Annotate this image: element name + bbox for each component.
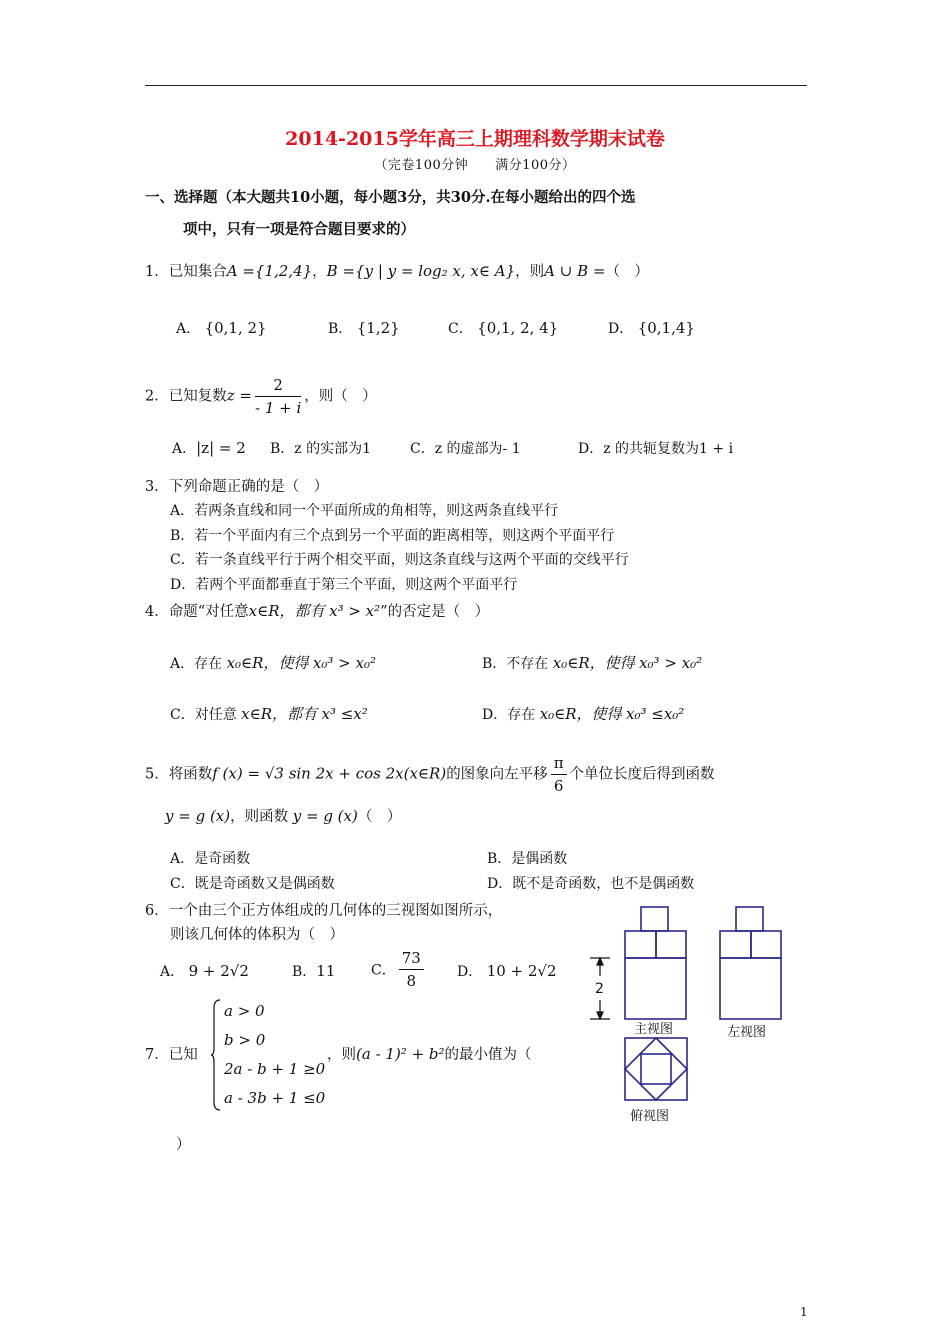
q4-option-d: D．存在 x₀∈R，使得 x₀³ ≤x₀² (482, 705, 685, 723)
q4-option-c: C．对任意 x∈R，都有 x³ ≤x² (170, 705, 368, 723)
q4-option-a: A．存在 x₀∈R，使得 x₀³ > x₀² (170, 654, 376, 672)
top-view (625, 1038, 687, 1100)
three-view-figure (584, 900, 790, 1132)
q7-constraint-4: a - 3b + 1 ≤0 (224, 1089, 326, 1107)
q1-comma: ， (312, 264, 327, 280)
q1-set-a: A ={1,2,4} (226, 262, 313, 280)
q1-prefix: 1．已知集合 (145, 264, 227, 280)
q1-option-b: B． {1,2} (328, 319, 400, 337)
q4-prefix: 4．命题“对任意 (145, 604, 249, 620)
q3-option-d: D．若两个平面都垂直于第三个平面，则这两个平面平行 (170, 577, 518, 593)
page-number: 1 (800, 1305, 808, 1319)
q2-fraction: $\frac{2}{- 1 + i}$ (254, 376, 302, 417)
q5-option-b: B．是偶函数 (487, 851, 568, 867)
q5-option-c: C．既是奇函数又是偶函数 (170, 876, 335, 892)
q3-option-c: C．若一条直线平行于两个相交平面，则这条直线与这两个平面的交线平行 (170, 552, 629, 568)
exam-subtitle: （完卷100分钟 满分100分） (374, 158, 576, 173)
q4-inequality: x³ > x² (329, 602, 381, 620)
q2-z: z = (226, 386, 252, 405)
exam-title: 2014-2015学年高三上期理科数学期末试卷 (285, 128, 665, 150)
q1-paren: （ ） (605, 264, 649, 280)
dimension-label: 2 (595, 981, 604, 997)
q1-expression: A ∪ B = (544, 262, 606, 280)
question-6-line1: 6．一个由三个正方体组成的几何体的三视图如图所示， (145, 903, 503, 919)
top-view-label: 俯视图 (630, 1109, 670, 1124)
q2-prefix: 2．已知复数 (145, 388, 227, 405)
q6-option-d: D． 10 + 2√2 (457, 962, 557, 980)
q2-option-d: D．z 的共轭复数为1 + i (578, 441, 734, 457)
question-5 (145, 752, 715, 797)
q7-close-paren: ） (176, 1137, 191, 1153)
side-view-label: 左视图 (727, 1025, 767, 1040)
q7-brace (211, 998, 217, 1112)
q4-option-b: B．不存在 x₀∈R，使得 x₀³ > x₀² (482, 654, 703, 672)
q1-option-d: D． {0,1,4} (608, 319, 695, 337)
q5-line2: y = g (x)，则函数 y = g (x)（ ） (165, 807, 402, 825)
section-heading-line1: 一、选择题（本大题共10小题，每小题3分，共30分.在每小题给出的四个选 (145, 189, 636, 206)
q5-fraction: $\frac{\pi}{6}$ (551, 752, 567, 797)
q7-constraint-1: a > 0 (224, 1002, 265, 1020)
header-rule (145, 85, 807, 86)
q1-suffix: ，则 (515, 264, 545, 280)
q3-option-a: A．若两条直线和同一个平面所成的角相等，则这两条直线平行 (170, 503, 559, 519)
q5-option-d: D．既不是奇函数，也不是偶函数 (487, 876, 695, 892)
q2-option-b: B．z 的实部为1 (270, 441, 372, 457)
q4-suffix: ”的否定是（ ） (380, 604, 490, 620)
q1-set-b: B ={y | y = log₂ x, x∈ A} (326, 262, 516, 280)
q5-mid: 的图象向左平移 (446, 766, 548, 783)
question-3: 3．下列命题正确的是（ ） (145, 479, 329, 495)
question-4 (145, 600, 489, 621)
q5-function: f (x) = √3 sin 2x + cos 2x(x∈R) (212, 764, 447, 783)
q6-option-c: C． $\frac{73}{8}$ (371, 947, 427, 992)
question-2 (145, 374, 377, 419)
section-heading-line2: 项中，只有一项是符合题目要求的） (183, 221, 415, 238)
q5-prefix: 5．将函数 (145, 766, 213, 783)
q3-option-b: B．若一个平面内有三个点到另一个平面的距离相等，则这两个平面平行 (170, 528, 615, 544)
q2-suffix: ，则（ ） (304, 388, 377, 405)
q4-condition: x∈R，都有 (248, 602, 325, 620)
q5-option-a: A．是奇函数 (170, 851, 251, 867)
question-6-line2: 则该几何体的体积为（ ） (170, 927, 344, 943)
q2-option-a: A．|z| = 2 (172, 439, 246, 457)
front-view-label: 主视图 (634, 1022, 674, 1037)
q1-option-a: A． {0,1, 2} (176, 319, 267, 337)
q7-prefix: 7．已知 (145, 1047, 198, 1063)
q6-option-a: A． 9 + 2√2 (160, 962, 249, 980)
side-view (720, 907, 781, 1019)
q5-suffix: 个单位长度后得到函数 (569, 766, 715, 783)
q2-option-c: C．z 的虚部为- 1 (410, 441, 521, 457)
q7-constraint-3: 2a - b + 1 ≥0 (224, 1060, 326, 1078)
q7-tail: ，则(a - 1)² + b²的最小值为（ (327, 1045, 532, 1063)
front-view (625, 907, 686, 1019)
question-1 (145, 260, 649, 281)
q6-option-b: B．11 (292, 962, 336, 980)
q1-option-c: C． {0,1, 2, 4} (448, 319, 559, 337)
q7-constraint-2: b > 0 (224, 1031, 266, 1049)
